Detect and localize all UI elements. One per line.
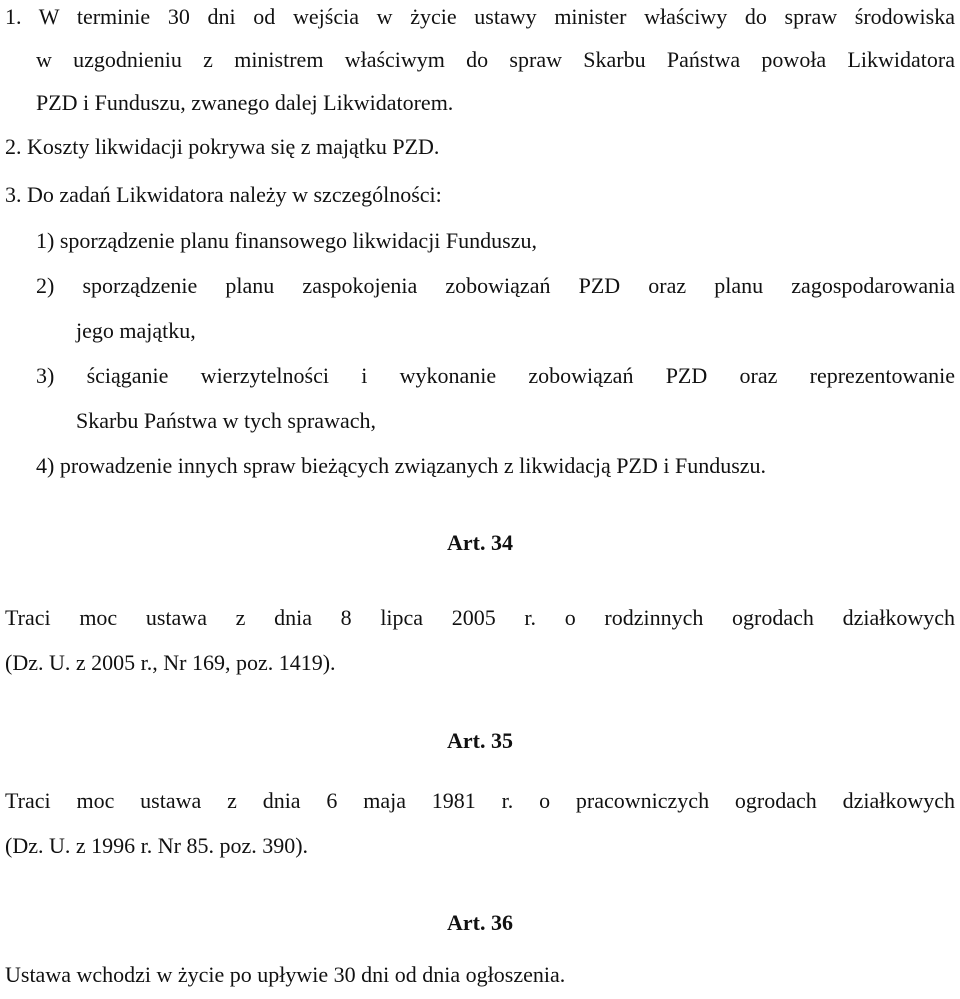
list-item-2-cont: jego majątku,: [76, 318, 196, 343]
list-item-4: 4) prowadzenie innych spraw bieżących związanych z likwidacją PZD i Funduszu.: [36, 453, 767, 478]
paragraph-2: 2. Koszty likwidacji pokrywa się z majątku PZD.: [5, 134, 440, 159]
paragraph-1-line-3: PZD i Funduszu, zwanego dalej Likwidatorem.: [36, 90, 454, 115]
list-item-2: 2) sporządzenie planu zaspokojenia zobowiązań PZD oraz planu zagospodarowania: [36, 273, 955, 298]
paragraph-1-line-2: w uzgodnieniu z ministrem właściwym do spraw Skarbu Państwa powoła Likwidatora: [36, 47, 955, 72]
list-item-3: 3) ściąganie wierzytelności i wykonanie zobowiązań PZD oraz reprezentowanie: [36, 363, 955, 388]
list-item-1: 1) sporządzenie planu finansowego likwidacji Funduszu,: [36, 228, 537, 253]
paragraph-3-intro: 3. Do zadań Likwidatora należy w szczególności:: [5, 182, 442, 207]
art-35-line-1: Traci moc ustawa z dnia 6 maja 1981 r. o pracowniczych ogrodach działkowych: [5, 788, 955, 813]
paragraph-1-line-1: 1. W terminie 30 dni od wejścia w życie ustawy minister właściwy do spraw środowiska: [5, 4, 955, 29]
art-36-heading: Art. 36: [447, 910, 513, 935]
list-item-3-cont: Skarbu Państwa w tych sprawach,: [76, 408, 376, 433]
art-34-line-2: (Dz. U. z 2005 r., Nr 169, poz. 1419).: [5, 650, 336, 675]
art-34-line-1: Traci moc ustawa z dnia 8 lipca 2005 r. o rodzinnych ogrodach działkowych: [5, 605, 955, 630]
art-35-line-2: (Dz. U. z 1996 r. Nr 85. poz. 390).: [5, 833, 309, 858]
art-36-text: Ustawa wchodzi w życie po upływie 30 dni od dnia ogłoszenia.: [5, 962, 566, 987]
art-35-heading: Art. 35: [447, 728, 513, 753]
art-34-heading: Art. 34: [447, 530, 513, 555]
